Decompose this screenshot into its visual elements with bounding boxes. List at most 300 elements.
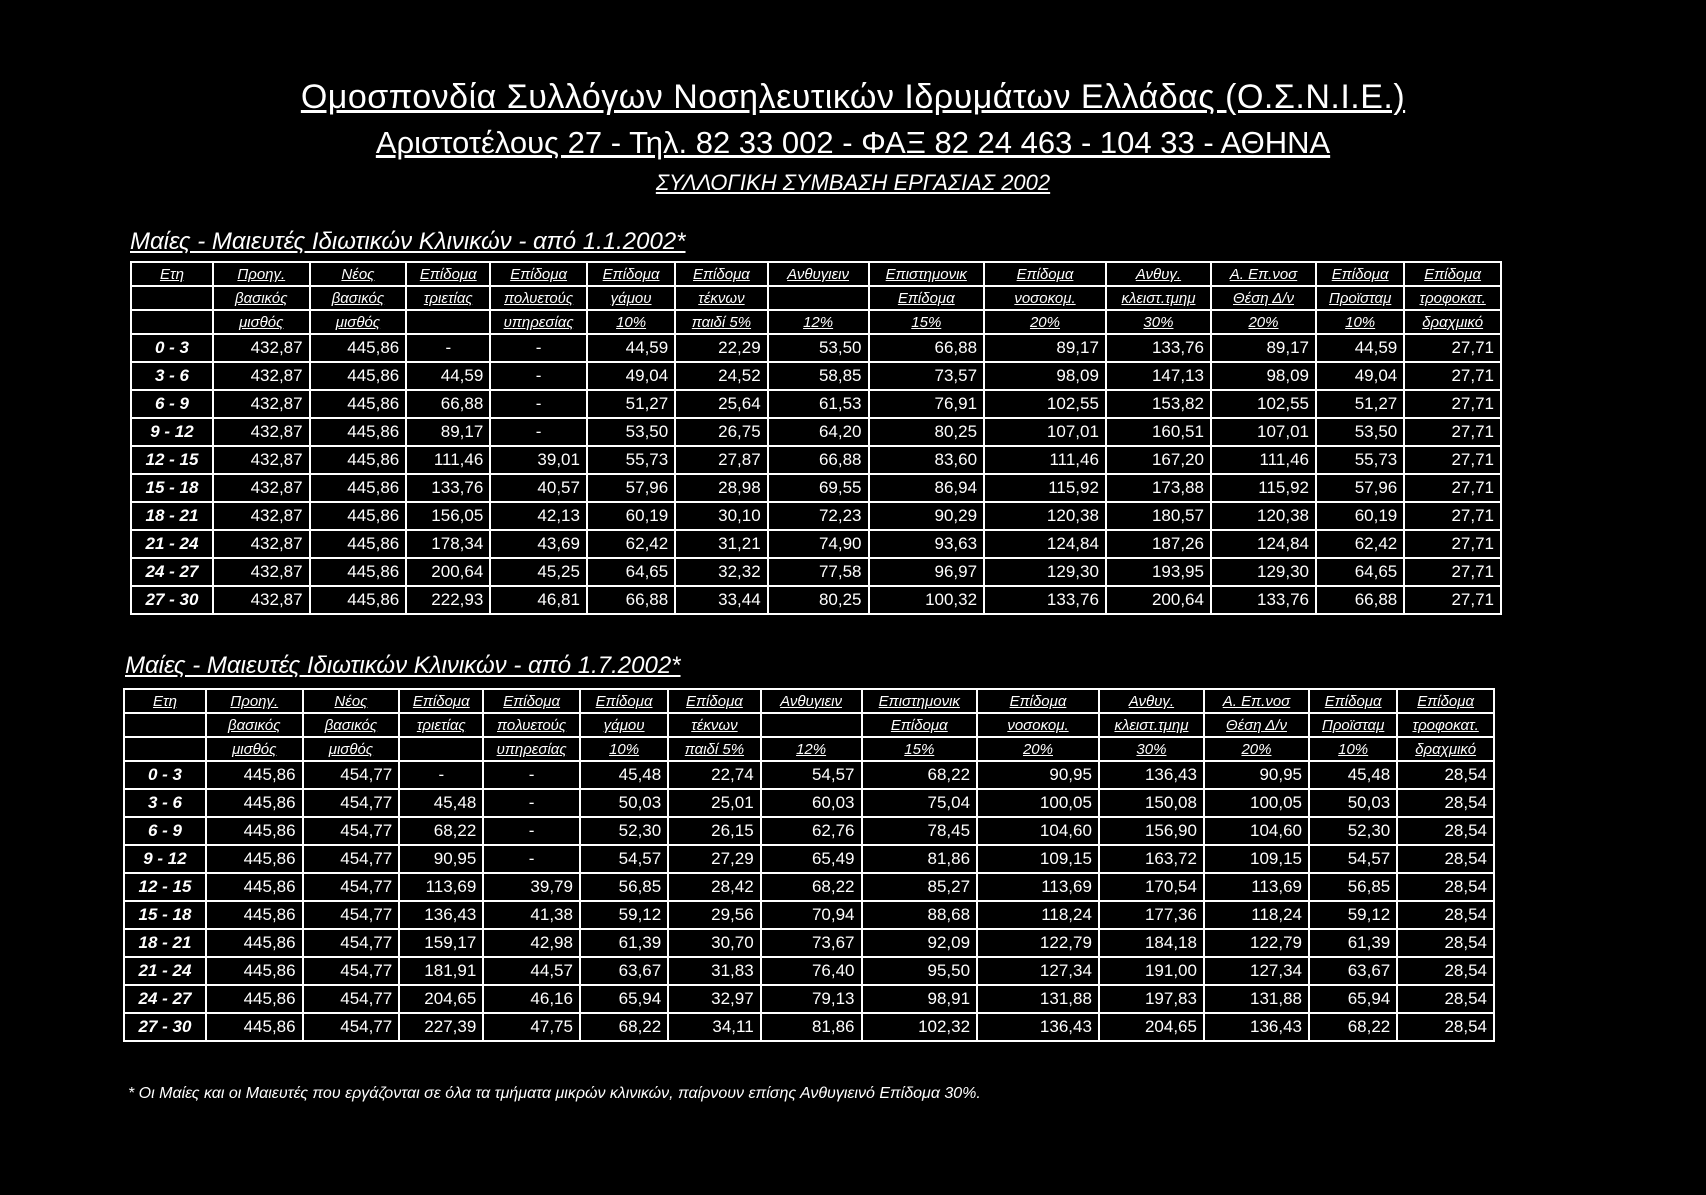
table-cell: 46,81 bbox=[490, 586, 587, 614]
table-cell: 66,88 bbox=[768, 446, 869, 474]
salary-table-jan bbox=[130, 261, 1502, 615]
table-cell: 28,98 bbox=[675, 474, 767, 502]
column-header: βασικός bbox=[206, 713, 303, 737]
column-header: 20% bbox=[977, 737, 1099, 761]
table-cell: 31,21 bbox=[675, 530, 767, 558]
table-cell: 39,79 bbox=[483, 873, 580, 901]
table-cell: 147,13 bbox=[1106, 362, 1211, 390]
table-cell: 133,76 bbox=[984, 586, 1106, 614]
column-header bbox=[399, 737, 483, 761]
table-cell: 227,39 bbox=[399, 1013, 483, 1041]
column-header: 20% bbox=[1204, 737, 1309, 761]
table-cell: 42,13 bbox=[490, 502, 587, 530]
column-header: τροφοκατ. bbox=[1404, 286, 1501, 310]
table-cell: 197,83 bbox=[1099, 985, 1204, 1013]
table-cell: 90,95 bbox=[1204, 761, 1309, 789]
table-cell: 73,67 bbox=[761, 929, 862, 957]
table-cell: 109,15 bbox=[977, 845, 1099, 873]
table-cell: 445,86 bbox=[206, 761, 303, 789]
column-header: 30% bbox=[1099, 737, 1204, 761]
table-cell: 191,00 bbox=[1099, 957, 1204, 985]
years-cell: 15 - 18 bbox=[131, 474, 213, 502]
column-header bbox=[131, 310, 213, 334]
table-cell: 27,71 bbox=[1404, 474, 1501, 502]
table-cell: 76,91 bbox=[869, 390, 985, 418]
table-cell: 454,77 bbox=[303, 957, 400, 985]
years-cell: 24 - 27 bbox=[124, 985, 206, 1013]
column-header: Επίδομα bbox=[862, 713, 978, 737]
header-row bbox=[131, 262, 1501, 286]
table-cell: 62,76 bbox=[761, 817, 862, 845]
table-cell: 454,77 bbox=[303, 789, 400, 817]
table-cell: 83,60 bbox=[869, 446, 985, 474]
table-cell: 102,55 bbox=[1211, 390, 1316, 418]
column-header: υπηρεσίας bbox=[490, 310, 587, 334]
column-header: Επίδομα bbox=[984, 262, 1106, 286]
table-cell: 89,17 bbox=[406, 418, 490, 446]
column-header: Επίδομα bbox=[977, 689, 1099, 713]
table-cell: 54,57 bbox=[580, 845, 668, 873]
table-cell: 445,86 bbox=[206, 985, 303, 1013]
table-cell: 187,26 bbox=[1106, 530, 1211, 558]
table-cell: 34,11 bbox=[668, 1013, 760, 1041]
table-cell: 25,64 bbox=[675, 390, 767, 418]
column-header: βασικός bbox=[303, 713, 400, 737]
table-cell: 127,34 bbox=[1204, 957, 1309, 985]
column-header: Προηγ. bbox=[213, 262, 310, 286]
column-header: δραχμικό bbox=[1397, 737, 1494, 761]
table-cell: 22,74 bbox=[668, 761, 760, 789]
table-cell: - bbox=[483, 845, 580, 873]
column-header: μισθός bbox=[213, 310, 310, 334]
years-cell: 6 - 9 bbox=[131, 390, 213, 418]
table-cell: 118,24 bbox=[1204, 901, 1309, 929]
table-cell: 32,32 bbox=[675, 558, 767, 586]
table-title-jul: Μαίες - Μαιευτές Ιδιωτικών Κλινικών - από 1.7.2002* bbox=[125, 652, 681, 679]
table-cell: 178,34 bbox=[406, 530, 490, 558]
table-cell: 445,86 bbox=[310, 418, 407, 446]
table-cell: 28,54 bbox=[1397, 873, 1494, 901]
table-cell: 445,86 bbox=[206, 957, 303, 985]
footnote: * Οι Μαίες και οι Μαιευτές που εργάζονται σε όλα τα τμήματα μικρών κλινικών, παίρνουν επίσης Ανθυγιεινό Επίδομα 30%. bbox=[128, 1085, 981, 1102]
column-header bbox=[131, 286, 213, 310]
table-cell: 70,94 bbox=[761, 901, 862, 929]
table-cell: 44,59 bbox=[587, 334, 675, 362]
years-cell: 0 - 3 bbox=[124, 761, 206, 789]
table-cell: 167,20 bbox=[1106, 446, 1211, 474]
table-cell: 57,96 bbox=[587, 474, 675, 502]
table-cell: 41,38 bbox=[483, 901, 580, 929]
table-cell: 445,86 bbox=[206, 817, 303, 845]
table-cell: 44,59 bbox=[406, 362, 490, 390]
table-cell: 445,86 bbox=[206, 901, 303, 929]
table-row bbox=[131, 558, 1501, 586]
column-header: πολυετούς bbox=[483, 713, 580, 737]
table-cell: 27,71 bbox=[1404, 586, 1501, 614]
table-cell: 64,65 bbox=[587, 558, 675, 586]
table-cell: 222,93 bbox=[406, 586, 490, 614]
column-header: 10% bbox=[587, 310, 675, 334]
table-cell: 43,69 bbox=[490, 530, 587, 558]
column-header: 10% bbox=[1309, 737, 1397, 761]
header-row bbox=[124, 713, 1494, 737]
table-cell: 27,71 bbox=[1404, 446, 1501, 474]
column-header: δραχμικό bbox=[1404, 310, 1501, 334]
table-cell: 432,87 bbox=[213, 530, 310, 558]
column-header: Επίδομα bbox=[406, 262, 490, 286]
table-cell: 454,77 bbox=[303, 985, 400, 1013]
table-cell: 98,09 bbox=[1211, 362, 1316, 390]
table-cell: 68,22 bbox=[399, 817, 483, 845]
years-cell: 18 - 21 bbox=[131, 502, 213, 530]
table-cell: 156,05 bbox=[406, 502, 490, 530]
table-cell: 98,09 bbox=[984, 362, 1106, 390]
salary-table-jul bbox=[123, 688, 1495, 1042]
table-row bbox=[124, 985, 1494, 1013]
column-header: γάμου bbox=[587, 286, 675, 310]
column-header: παιδί 5% bbox=[675, 310, 767, 334]
column-header: Θέση Δ/ν bbox=[1211, 286, 1316, 310]
table-cell: 53,50 bbox=[587, 418, 675, 446]
table-cell: 28,42 bbox=[668, 873, 760, 901]
years-cell: 6 - 9 bbox=[124, 817, 206, 845]
table-cell: 26,15 bbox=[668, 817, 760, 845]
column-header: Προηγ. bbox=[206, 689, 303, 713]
table-row bbox=[131, 362, 1501, 390]
table-cell: 204,65 bbox=[1099, 1013, 1204, 1041]
years-cell: 27 - 30 bbox=[131, 586, 213, 614]
table-cell: 68,22 bbox=[862, 761, 978, 789]
years-cell: 12 - 15 bbox=[131, 446, 213, 474]
table-cell: 445,86 bbox=[310, 474, 407, 502]
years-cell: 3 - 6 bbox=[131, 362, 213, 390]
table-cell: 80,25 bbox=[869, 418, 985, 446]
table-cell: 170,54 bbox=[1099, 873, 1204, 901]
table-cell: 49,04 bbox=[1316, 362, 1404, 390]
table-row bbox=[124, 789, 1494, 817]
table-cell: 28,54 bbox=[1397, 985, 1494, 1013]
table-cell: 432,87 bbox=[213, 362, 310, 390]
table-cell: 28,54 bbox=[1397, 789, 1494, 817]
table-cell: 53,50 bbox=[1316, 418, 1404, 446]
table-cell: 136,43 bbox=[1204, 1013, 1309, 1041]
table-cell: 63,67 bbox=[580, 957, 668, 985]
column-header: Ανθυγ. bbox=[1099, 689, 1204, 713]
column-header: 10% bbox=[580, 737, 668, 761]
column-header: τριετίας bbox=[406, 286, 490, 310]
table-cell: 77,58 bbox=[768, 558, 869, 586]
table-cell: 96,97 bbox=[869, 558, 985, 586]
table-cell: 122,79 bbox=[977, 929, 1099, 957]
table-row bbox=[124, 845, 1494, 873]
table-cell: 432,87 bbox=[213, 586, 310, 614]
header-row bbox=[131, 310, 1501, 334]
table-row bbox=[131, 446, 1501, 474]
table-cell: 60,03 bbox=[761, 789, 862, 817]
column-header: μισθός bbox=[303, 737, 400, 761]
column-header: τροφοκατ. bbox=[1397, 713, 1494, 737]
table-cell: 56,85 bbox=[1309, 873, 1397, 901]
table-cell: 124,84 bbox=[984, 530, 1106, 558]
column-header: πολυετούς bbox=[490, 286, 587, 310]
column-header: Επίδομα bbox=[490, 262, 587, 286]
table-cell: 46,16 bbox=[483, 985, 580, 1013]
header-row bbox=[124, 737, 1494, 761]
table-cell: 27,71 bbox=[1404, 390, 1501, 418]
table-cell: 42,98 bbox=[483, 929, 580, 957]
table-cell: 177,36 bbox=[1099, 901, 1204, 929]
table-cell: 445,86 bbox=[206, 789, 303, 817]
table-cell: 54,57 bbox=[761, 761, 862, 789]
column-header: Επίδομα bbox=[1309, 689, 1397, 713]
table-cell: 45,25 bbox=[490, 558, 587, 586]
table-cell: 51,27 bbox=[1316, 390, 1404, 418]
table-cell: 56,85 bbox=[580, 873, 668, 901]
table-cell: 100,05 bbox=[977, 789, 1099, 817]
column-header: Επιστημονικ bbox=[869, 262, 985, 286]
table-cell: 432,87 bbox=[213, 558, 310, 586]
table-cell: 40,57 bbox=[490, 474, 587, 502]
table-cell: 68,22 bbox=[580, 1013, 668, 1041]
column-header: Επίδομα bbox=[580, 689, 668, 713]
table-cell: 445,86 bbox=[310, 446, 407, 474]
table-cell: 93,63 bbox=[869, 530, 985, 558]
table-cell: 90,95 bbox=[977, 761, 1099, 789]
table-cell: 115,92 bbox=[984, 474, 1106, 502]
table-cell: 27,71 bbox=[1404, 334, 1501, 362]
table-cell: 113,69 bbox=[399, 873, 483, 901]
table-cell: 432,87 bbox=[213, 446, 310, 474]
table-row bbox=[124, 817, 1494, 845]
table-cell: 432,87 bbox=[213, 502, 310, 530]
table-cell: 57,96 bbox=[1316, 474, 1404, 502]
column-header: Ανθυγιειν bbox=[768, 262, 869, 286]
column-header: Θέση Δ/ν bbox=[1204, 713, 1309, 737]
column-header: 15% bbox=[862, 737, 978, 761]
table-cell: 55,73 bbox=[587, 446, 675, 474]
column-header bbox=[768, 286, 869, 310]
table-cell: 129,30 bbox=[1211, 558, 1316, 586]
table-row bbox=[124, 873, 1494, 901]
table-row bbox=[131, 530, 1501, 558]
column-header: Επίδομα bbox=[869, 286, 985, 310]
table-cell: 62,42 bbox=[1316, 530, 1404, 558]
table-cell: 454,77 bbox=[303, 845, 400, 873]
column-header: βασικός bbox=[213, 286, 310, 310]
table-cell: 73,57 bbox=[869, 362, 985, 390]
column-header: τέκνων bbox=[668, 713, 760, 737]
table-cell: 27,87 bbox=[675, 446, 767, 474]
table-cell: 53,50 bbox=[768, 334, 869, 362]
table-cell: 89,17 bbox=[1211, 334, 1316, 362]
table-cell: 454,77 bbox=[303, 929, 400, 957]
table-cell: 104,60 bbox=[977, 817, 1099, 845]
table-cell: 64,20 bbox=[768, 418, 869, 446]
column-header: κλειστ.τμημ bbox=[1099, 713, 1204, 737]
table-cell: 55,73 bbox=[1316, 446, 1404, 474]
column-header: Ετη bbox=[131, 262, 213, 286]
column-header: Επίδομα bbox=[399, 689, 483, 713]
column-header: 20% bbox=[1211, 310, 1316, 334]
table-cell: 127,34 bbox=[977, 957, 1099, 985]
table-cell: 63,67 bbox=[1309, 957, 1397, 985]
column-header: υπηρεσίας bbox=[483, 737, 580, 761]
table-cell: 78,45 bbox=[862, 817, 978, 845]
table-cell: 64,65 bbox=[1316, 558, 1404, 586]
organization-title: Ομοσπονδία Συλλόγων Νοσηλευτικών Ιδρυμάτων Ελλάδας (Ο.Σ.Ν.Ι.Ε.) bbox=[300, 78, 1406, 116]
table-cell: 66,88 bbox=[1316, 586, 1404, 614]
table-cell: 28,54 bbox=[1397, 845, 1494, 873]
table-cell: 74,90 bbox=[768, 530, 869, 558]
table-cell: - bbox=[483, 817, 580, 845]
table-cell: 85,27 bbox=[862, 873, 978, 901]
years-cell: 21 - 24 bbox=[124, 957, 206, 985]
table-cell: 133,76 bbox=[1211, 586, 1316, 614]
table-cell: 68,22 bbox=[761, 873, 862, 901]
years-cell: 12 - 15 bbox=[124, 873, 206, 901]
table-cell: 28,54 bbox=[1397, 901, 1494, 929]
table-row bbox=[131, 334, 1501, 362]
table-row bbox=[131, 390, 1501, 418]
table-cell: 50,03 bbox=[580, 789, 668, 817]
table-cell: - bbox=[399, 761, 483, 789]
table-cell: 98,91 bbox=[862, 985, 978, 1013]
table-cell: 432,87 bbox=[213, 418, 310, 446]
table-cell: 51,27 bbox=[587, 390, 675, 418]
table-cell: 136,43 bbox=[1099, 761, 1204, 789]
column-header: Επίδομα bbox=[1316, 262, 1404, 286]
table-cell: 60,19 bbox=[587, 502, 675, 530]
table-cell: 445,86 bbox=[310, 586, 407, 614]
table-row bbox=[124, 957, 1494, 985]
table-cell: 30,70 bbox=[668, 929, 760, 957]
table-cell: 27,71 bbox=[1404, 530, 1501, 558]
table-cell: 27,71 bbox=[1404, 558, 1501, 586]
table-cell: - bbox=[490, 418, 587, 446]
column-header: μισθός bbox=[310, 310, 407, 334]
column-header bbox=[761, 713, 862, 737]
table-cell: 131,88 bbox=[1204, 985, 1309, 1013]
column-header: βασικός bbox=[310, 286, 407, 310]
column-header: 10% bbox=[1316, 310, 1404, 334]
table-cell: 45,48 bbox=[1309, 761, 1397, 789]
column-header: Α. Επ.νοσ bbox=[1204, 689, 1309, 713]
header-row bbox=[124, 689, 1494, 713]
table-cell: 204,65 bbox=[399, 985, 483, 1013]
table-cell: 28,54 bbox=[1397, 957, 1494, 985]
column-header: Α. Επ.νοσ bbox=[1211, 262, 1316, 286]
table-cell: 65,94 bbox=[1309, 985, 1397, 1013]
table-cell: 107,01 bbox=[1211, 418, 1316, 446]
table-cell: 28,54 bbox=[1397, 1013, 1494, 1041]
table-cell: 113,69 bbox=[1204, 873, 1309, 901]
table-row bbox=[124, 1013, 1494, 1041]
table-cell: 52,30 bbox=[580, 817, 668, 845]
table-cell: 29,56 bbox=[668, 901, 760, 929]
organization-address: Αριστοτέλους 27 - Τηλ. 82 33 002 - ΦΑΞ 82 24 463 - 104 33 - ΑΘΗΝΑ bbox=[375, 125, 1331, 160]
years-cell: 18 - 21 bbox=[124, 929, 206, 957]
agreement-title: ΣΥΛΛΟΓΙΚΗ ΣΥΜΒΑΣΗ ΕΡΓΑΣΙΑΣ 2002 bbox=[655, 170, 1051, 195]
table-cell: 200,64 bbox=[1106, 586, 1211, 614]
table-cell: 44,59 bbox=[1316, 334, 1404, 362]
years-cell: 0 - 3 bbox=[131, 334, 213, 362]
years-cell: 9 - 12 bbox=[124, 845, 206, 873]
column-header: Επίδομα bbox=[483, 689, 580, 713]
table-cell: 160,51 bbox=[1106, 418, 1211, 446]
table-cell: - bbox=[483, 761, 580, 789]
column-header: 20% bbox=[984, 310, 1106, 334]
table-cell: 45,48 bbox=[399, 789, 483, 817]
table-cell: 68,22 bbox=[1309, 1013, 1397, 1041]
table-title-jan: Μαίες - Μαιευτές Ιδιωτικών Κλινικών - από 1.1.2002* bbox=[130, 228, 686, 255]
table-cell: 445,86 bbox=[310, 530, 407, 558]
table-cell: 122,79 bbox=[1204, 929, 1309, 957]
table-cell: 59,12 bbox=[1309, 901, 1397, 929]
table-cell: 118,24 bbox=[977, 901, 1099, 929]
table-cell: 27,71 bbox=[1404, 362, 1501, 390]
table-cell: 445,86 bbox=[310, 558, 407, 586]
header-row bbox=[131, 286, 1501, 310]
column-header: τριετίας bbox=[399, 713, 483, 737]
table-cell: 50,03 bbox=[1309, 789, 1397, 817]
column-header bbox=[124, 713, 206, 737]
column-header: παιδί 5% bbox=[668, 737, 760, 761]
table-cell: 59,12 bbox=[580, 901, 668, 929]
years-cell: 9 - 12 bbox=[131, 418, 213, 446]
table-cell: 100,32 bbox=[869, 586, 985, 614]
table-cell: 180,57 bbox=[1106, 502, 1211, 530]
table-cell: 25,01 bbox=[668, 789, 760, 817]
table-cell: 90,95 bbox=[399, 845, 483, 873]
table-cell: 445,86 bbox=[310, 334, 407, 362]
table-cell: 75,04 bbox=[862, 789, 978, 817]
table-cell: 150,08 bbox=[1099, 789, 1204, 817]
table-cell: 22,29 bbox=[675, 334, 767, 362]
table-cell: 72,23 bbox=[768, 502, 869, 530]
table-cell: 32,97 bbox=[668, 985, 760, 1013]
column-header: Προϊσταμ bbox=[1316, 286, 1404, 310]
table-cell: 445,86 bbox=[206, 1013, 303, 1041]
table-cell: 81,86 bbox=[862, 845, 978, 873]
table-cell: - bbox=[483, 789, 580, 817]
table-cell: 115,92 bbox=[1211, 474, 1316, 502]
table-cell: 27,29 bbox=[668, 845, 760, 873]
column-header: Ανθυγιειν bbox=[761, 689, 862, 713]
table-cell: 445,86 bbox=[310, 390, 407, 418]
column-header: 30% bbox=[1106, 310, 1211, 334]
table-cell: 49,04 bbox=[587, 362, 675, 390]
table-row bbox=[131, 474, 1501, 502]
table-row bbox=[124, 901, 1494, 929]
table-cell: 47,75 bbox=[483, 1013, 580, 1041]
column-header: Προϊσταμ bbox=[1309, 713, 1397, 737]
table-cell: 120,38 bbox=[1211, 502, 1316, 530]
table-cell: 153,82 bbox=[1106, 390, 1211, 418]
column-header: νοσοκομ. bbox=[977, 713, 1099, 737]
table-cell: 92,09 bbox=[862, 929, 978, 957]
table-cell: 30,10 bbox=[675, 502, 767, 530]
table-cell: 28,54 bbox=[1397, 761, 1494, 789]
table-cell: 445,86 bbox=[310, 502, 407, 530]
table-cell: 31,83 bbox=[668, 957, 760, 985]
table-cell: 454,77 bbox=[303, 817, 400, 845]
table-cell: 95,50 bbox=[862, 957, 978, 985]
table-cell: 173,88 bbox=[1106, 474, 1211, 502]
column-header: κλειστ.τμημ bbox=[1106, 286, 1211, 310]
table-row bbox=[124, 761, 1494, 789]
table-cell: 445,86 bbox=[310, 362, 407, 390]
table-cell: 445,86 bbox=[206, 929, 303, 957]
